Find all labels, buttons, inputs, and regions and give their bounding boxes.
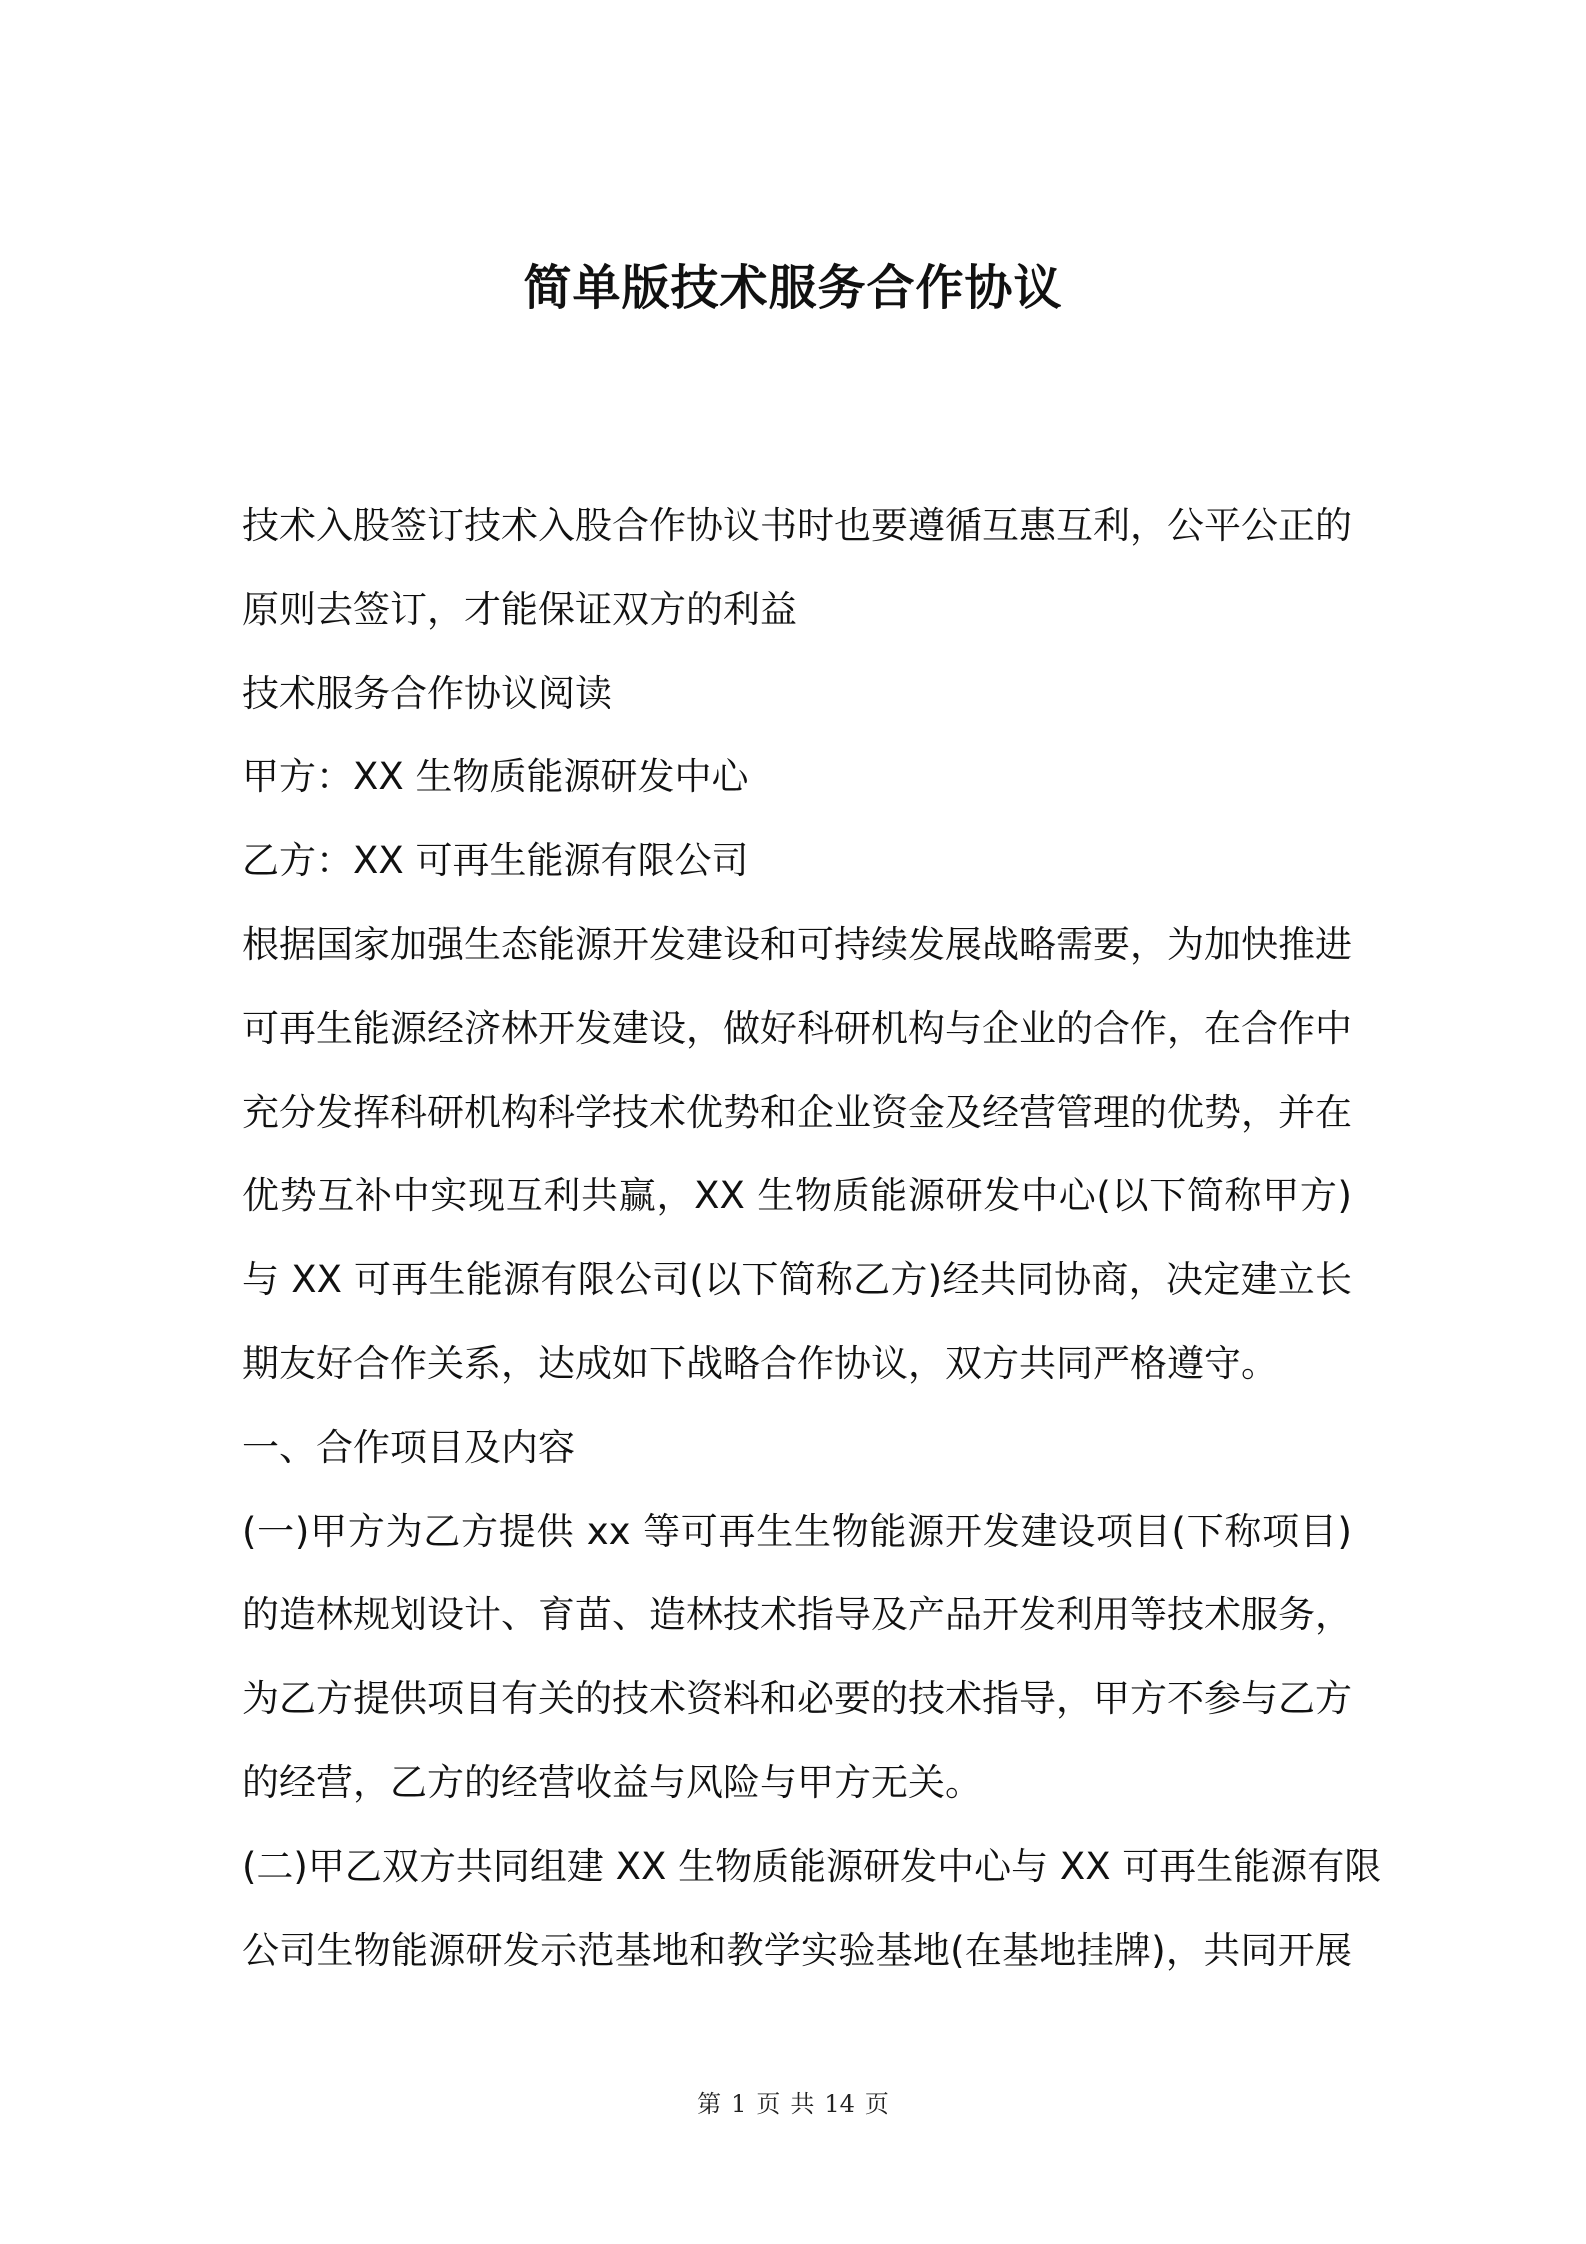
body-line: 可再生能源经济林开发建设，做好科研机构与企业的合作，在合作中 xyxy=(242,1006,1352,1050)
body-line: 乙方：XX 可再生能源有限公司 xyxy=(242,839,749,883)
body-line: (一)甲方为乙方提供 xx 等可再生生物能源开发建设项目(下称项目) xyxy=(242,1509,1352,1553)
body-line: 充分发挥科研机构科学技术优势和企业资金及经营管理的优势，并在 xyxy=(242,1090,1352,1134)
footer-total-suffix: 页 xyxy=(864,2090,889,2118)
body-line: 与 XX 可再生能源有限公司(以下简称乙方)经共同协商，决定建立长 xyxy=(242,1258,1352,1302)
body-line: (二)甲乙双方共同组建 XX 生物质能源研发中心与 XX 可再生能源有限 xyxy=(242,1844,1382,1888)
body-line: 原则去签订，才能保证双方的利益 xyxy=(242,587,797,631)
document-body xyxy=(242,484,1382,1992)
footer-total-prefix: 共 xyxy=(790,2090,815,2118)
page-footer xyxy=(0,2088,1586,2120)
body-line: 的造林规划设计、育苗、造林技术指导及产品开发利用等技术服务， xyxy=(242,1593,1352,1637)
section-heading: 一、合作项目及内容 xyxy=(242,1425,575,1469)
footer-page-label: 页 xyxy=(756,2090,781,2118)
body-line: 为乙方提供项目有关的技术资料和必要的技术指导，甲方不参与乙方 xyxy=(242,1677,1352,1721)
body-line: 优势互补中实现互利共赢，XX 生物质能源研发中心(以下简称甲方) xyxy=(242,1174,1352,1218)
body-line: 根据国家加强生态能源开发建设和可持续发展战略需要，为加快推进 xyxy=(242,922,1352,966)
body-line: 技术入股签订技术入股合作协议书时也要遵循互惠互利，公平公正的 xyxy=(242,504,1352,547)
footer-page-prefix: 第 xyxy=(697,2090,722,2118)
footer-total-pages: 14 xyxy=(824,2090,855,2118)
body-line: 甲方：XX 生物质能源研发中心 xyxy=(242,755,749,799)
body-line: 期友好合作关系，达成如下战略合作协议，双方共同严格遵守。 xyxy=(242,1341,1278,1385)
document-title: 简单版技术服务合作协议 xyxy=(523,260,1063,316)
body-line: 的经营，乙方的经营收益与风险与甲方无关。 xyxy=(242,1760,982,1804)
footer-current-page: 1 xyxy=(731,2090,747,2118)
body-line: 技术服务合作协议阅读 xyxy=(242,671,612,715)
body-line: 公司生物能源研发示范基地和教学实验基地(在基地挂牌)，共同开展 xyxy=(242,1928,1352,1972)
